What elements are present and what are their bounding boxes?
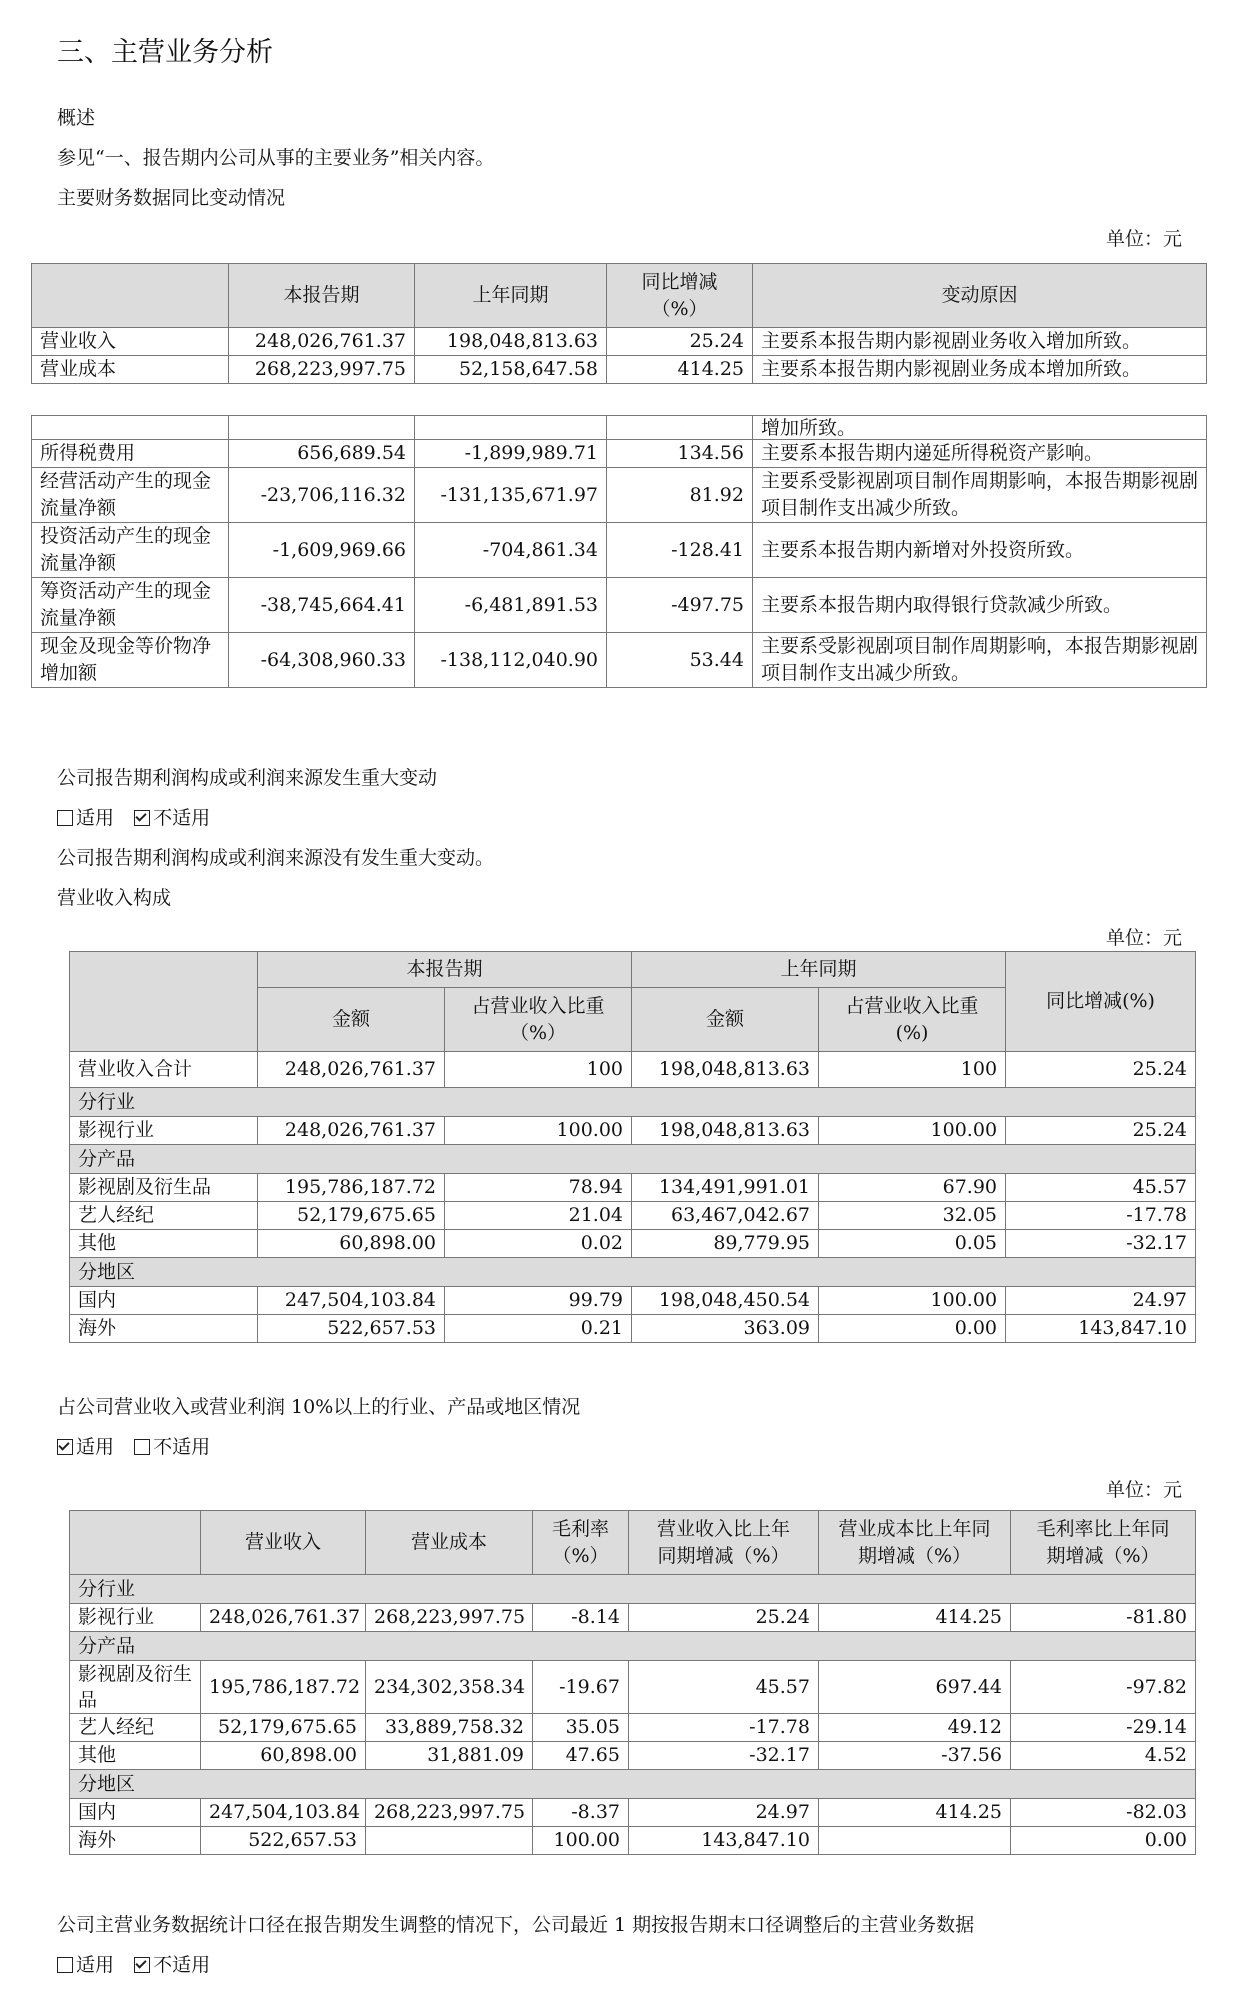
value-cell: -1,899,989.71 [415, 440, 607, 468]
rev-header-ratio: 占营业收入比重 （%） [445, 988, 632, 1052]
value-cell: 47.65 [533, 1742, 629, 1770]
fin-header: 变动原因 [753, 264, 1207, 328]
seg-header: 营业收入 [201, 1511, 366, 1575]
value-cell: 100.00 [819, 1287, 1006, 1315]
value-cell: 53.44 [607, 633, 753, 688]
value-cell: -29.14 [1011, 1714, 1196, 1742]
value-cell: 248,026,761.37 [229, 328, 415, 356]
value-cell: 100.00 [533, 1827, 629, 1855]
checkbox-icon[interactable] [134, 1957, 150, 1973]
value-cell: 52,179,675.65 [201, 1714, 366, 1742]
seg-header: 毛利率比上年同 期增减（%） [1011, 1511, 1196, 1575]
revenue-table [69, 951, 1196, 1343]
rev-row [70, 1287, 1196, 1315]
seg-header [70, 1511, 201, 1575]
value-cell: 0.02 [445, 1230, 632, 1258]
seg-row [70, 1661, 1196, 1714]
section-label: 分行业 [70, 1088, 1196, 1117]
fin-header: 上年同期 [415, 264, 607, 328]
seg-header: 营业成本 [366, 1511, 533, 1575]
value-cell: 主要系受影视剧项目制作周期影响，本报告期影视剧项目制作支出减少所致。 [753, 633, 1207, 688]
option-not-applicable: 不适用 [153, 1436, 211, 1458]
value-cell: 363.09 [632, 1315, 819, 1343]
section-row [70, 1088, 1196, 1117]
rev-header-current: 本报告期 [258, 952, 632, 988]
value-cell: 45.57 [1006, 1174, 1196, 1202]
value-cell: 60,898.00 [258, 1230, 445, 1258]
value-cell: 78.94 [445, 1174, 632, 1202]
value-cell: 主要系本报告期内影视剧业务收入增加所致。 [753, 328, 1207, 356]
row-label: 其他 [70, 1742, 201, 1770]
fin-row [32, 328, 1207, 356]
rev-header-prior: 上年同期 [632, 952, 1006, 988]
value-cell: -19.67 [533, 1661, 629, 1714]
fin-row [32, 523, 1207, 578]
unit-label: 单位：元 [1105, 228, 1182, 250]
value-cell: 522,657.53 [201, 1827, 366, 1855]
value-cell: 35.05 [533, 1714, 629, 1742]
row-label [32, 416, 229, 440]
value-cell [607, 416, 753, 440]
row-label: 影视行业 [70, 1117, 258, 1145]
section-row [70, 1258, 1196, 1287]
value-cell: 81.92 [607, 468, 753, 523]
value-cell: 25.24 [1006, 1117, 1196, 1145]
fin-caption: 主要财务数据同比变动情况 [57, 187, 286, 209]
section-label: 分地区 [70, 1258, 1196, 1287]
value-cell: 268,223,997.75 [366, 1604, 533, 1632]
value-cell: 268,223,997.75 [366, 1799, 533, 1827]
checkbox-icon[interactable] [134, 810, 150, 826]
row-label: 经营活动产生的现金流量净额 [32, 468, 229, 523]
section-label: 分地区 [70, 1770, 1196, 1799]
adjust-text: 公司主营业务数据统计口径在报告期发生调整的情况下，公司最近 1 期按报告期末口径调整后的主营业务数据 [57, 1914, 975, 1936]
value-cell: 248,026,761.37 [258, 1052, 445, 1088]
seg-header: 营业收入比上年 同期增减（%） [629, 1511, 819, 1575]
row-label: 其他 [70, 1230, 258, 1258]
value-cell: 198,048,813.63 [632, 1117, 819, 1145]
value-cell: 195,786,187.72 [258, 1174, 445, 1202]
value-cell: 主要系本报告期内取得银行贷款减少所致。 [753, 578, 1207, 633]
value-cell: 143,847.10 [1006, 1315, 1196, 1343]
options-row-1 [57, 803, 224, 830]
value-cell: 268,223,997.75 [229, 356, 415, 384]
value-cell: -6,481,891.53 [415, 578, 607, 633]
section-title: 三、主营业务分析 [57, 37, 273, 68]
value-cell: -128.41 [607, 523, 753, 578]
value-cell: 522,657.53 [258, 1315, 445, 1343]
fin-row [32, 633, 1207, 688]
row-label: 影视剧及衍生品 [70, 1661, 201, 1714]
rev-header-amount: 金额 [632, 988, 819, 1052]
value-cell: 134,491,991.01 [632, 1174, 819, 1202]
value-cell: 195,786,187.72 [201, 1661, 366, 1714]
section-row [70, 1632, 1196, 1661]
value-cell: -32.17 [1006, 1230, 1196, 1258]
option-not-applicable: 不适用 [153, 807, 211, 829]
fin-table-a [31, 263, 1207, 384]
value-cell: 247,504,103.84 [201, 1799, 366, 1827]
value-cell: 247,504,103.84 [258, 1287, 445, 1315]
seg-header: 毛利率 （%） [533, 1511, 629, 1575]
fin-table-b [31, 415, 1207, 688]
value-cell: 100 [819, 1052, 1006, 1088]
value-cell: 63,467,042.67 [632, 1202, 819, 1230]
value-cell: -704,861.34 [415, 523, 607, 578]
row-label: 营业收入 [32, 328, 229, 356]
value-cell: 414.25 [819, 1799, 1011, 1827]
options-row-2 [57, 1432, 224, 1459]
value-cell: 25.24 [607, 328, 753, 356]
section-label: 分产品 [70, 1145, 1196, 1174]
seg-row [70, 1742, 1196, 1770]
value-cell: -497.75 [607, 578, 753, 633]
value-cell: 697.44 [819, 1661, 1011, 1714]
value-cell [366, 1827, 533, 1855]
unit-label: 单位：元 [1105, 927, 1182, 949]
value-cell: -138,112,040.90 [415, 633, 607, 688]
value-cell: 52,179,675.65 [258, 1202, 445, 1230]
value-cell: 60,898.00 [201, 1742, 366, 1770]
value-cell: -1,609,969.66 [229, 523, 415, 578]
fin-row [32, 356, 1207, 384]
profit-change-label: 公司报告期利润构成或利润来源发生重大变动 [57, 767, 438, 789]
value-cell: 25.24 [629, 1604, 819, 1632]
value-cell [819, 1827, 1011, 1855]
row-label: 国内 [70, 1287, 258, 1315]
value-cell: 0.00 [1011, 1827, 1196, 1855]
row-label: 国内 [70, 1799, 201, 1827]
rev-header-amount: 金额 [258, 988, 445, 1052]
row-label: 营业成本 [32, 356, 229, 384]
value-cell: 52,158,647.58 [415, 356, 607, 384]
value-cell: 32.05 [819, 1202, 1006, 1230]
row-label: 影视行业 [70, 1604, 201, 1632]
value-cell: 100 [445, 1052, 632, 1088]
fin-row [32, 440, 1207, 468]
value-cell: 414.25 [819, 1604, 1011, 1632]
value-cell: 主要系本报告期内影视剧业务成本增加所致。 [753, 356, 1207, 384]
row-label: 艺人经纪 [70, 1714, 201, 1742]
section-row [70, 1145, 1196, 1174]
value-cell: 增加所致。 [753, 416, 1207, 440]
value-cell: -64,308,960.33 [229, 633, 415, 688]
value-cell: -97.82 [1011, 1661, 1196, 1714]
seg-row [70, 1799, 1196, 1827]
value-cell: 24.97 [629, 1799, 819, 1827]
seg-row [70, 1827, 1196, 1855]
value-cell: -17.78 [629, 1714, 819, 1742]
value-cell: 198,048,813.63 [415, 328, 607, 356]
value-cell: 33,889,758.32 [366, 1714, 533, 1742]
row-label: 投资活动产生的现金流量净额 [32, 523, 229, 578]
value-cell: 主要系本报告期内递延所得税资产影响。 [753, 440, 1207, 468]
value-cell: 89,779.95 [632, 1230, 819, 1258]
value-cell: -131,135,671.97 [415, 468, 607, 523]
rev-row [70, 1230, 1196, 1258]
value-cell: -37.56 [819, 1742, 1011, 1770]
segment-table [69, 1510, 1196, 1855]
row-label: 艺人经纪 [70, 1202, 258, 1230]
rev-row [70, 1202, 1196, 1230]
row-label: 海外 [70, 1827, 201, 1855]
value-cell: 49.12 [819, 1714, 1011, 1742]
fin-row [32, 416, 1207, 440]
value-cell: 24.97 [1006, 1287, 1196, 1315]
value-cell: 4.52 [1011, 1742, 1196, 1770]
fin-row [32, 578, 1207, 633]
revenue-caption: 营业收入构成 [57, 887, 172, 909]
value-cell: -32.17 [629, 1742, 819, 1770]
value-cell: 0.05 [819, 1230, 1006, 1258]
value-cell: 100.00 [445, 1117, 632, 1145]
value-cell: 21.04 [445, 1202, 632, 1230]
value-cell: -8.37 [533, 1799, 629, 1827]
segment-caption: 占公司营业收入或营业利润 10%以上的行业、产品或地区情况 [57, 1396, 581, 1418]
fin-header [32, 264, 229, 328]
value-cell: 656,689.54 [229, 440, 415, 468]
seg-row [70, 1604, 1196, 1632]
value-cell: -17.78 [1006, 1202, 1196, 1230]
value-cell: 67.90 [819, 1174, 1006, 1202]
overview-text: 参见“一、报告期内公司从事的主要业务”相关内容。 [57, 147, 495, 169]
fin-header: 同比增减 （%） [607, 264, 753, 328]
option-applicable: 适用 [76, 1436, 115, 1458]
value-cell: 198,048,813.63 [632, 1052, 819, 1088]
section-row [70, 1770, 1196, 1799]
profit-change-text: 公司报告期利润构成或利润来源没有发生重大变动。 [57, 847, 495, 869]
fin-row [32, 468, 1207, 523]
value-cell: 134.56 [607, 440, 753, 468]
section-row [70, 1575, 1196, 1604]
checkbox-icon[interactable] [57, 1439, 73, 1455]
value-cell: 99.79 [445, 1287, 632, 1315]
row-label: 影视剧及衍生品 [70, 1174, 258, 1202]
value-cell: -38,745,664.41 [229, 578, 415, 633]
rev-row [70, 1174, 1196, 1202]
checkbox-icon[interactable] [134, 1439, 150, 1455]
unit-label: 单位：元 [1105, 1479, 1182, 1501]
row-label: 筹资活动产生的现金流量净额 [32, 578, 229, 633]
value-cell: 234,302,358.34 [366, 1661, 533, 1714]
rev-row [70, 1117, 1196, 1145]
option-not-applicable: 不适用 [153, 1954, 211, 1976]
value-cell: -8.14 [533, 1604, 629, 1632]
rev-header-ratio: 占营业收入比重 (%) [819, 988, 1006, 1052]
rev-row [70, 1315, 1196, 1343]
row-label: 营业收入合计 [70, 1052, 258, 1088]
value-cell: 248,026,761.37 [258, 1117, 445, 1145]
value-cell: -82.03 [1011, 1799, 1196, 1827]
value-cell: 主要系本报告期内新增对外投资所致。 [753, 523, 1207, 578]
option-applicable: 适用 [76, 1954, 115, 1976]
value-cell: 248,026,761.37 [201, 1604, 366, 1632]
value-cell: 100.00 [819, 1117, 1006, 1145]
value-cell: 45.57 [629, 1661, 819, 1714]
value-cell: 143,847.10 [629, 1827, 819, 1855]
fin-header: 本报告期 [229, 264, 415, 328]
section-label: 分行业 [70, 1575, 1196, 1604]
value-cell: 31,881.09 [366, 1742, 533, 1770]
overview-label: 概述 [57, 107, 96, 129]
seg-row [70, 1714, 1196, 1742]
value-cell: 主要系受影视剧项目制作周期影响，本报告期影视剧项目制作支出减少所致。 [753, 468, 1207, 523]
value-cell: 0.00 [819, 1315, 1006, 1343]
value-cell: -81.80 [1011, 1604, 1196, 1632]
section-label: 分产品 [70, 1632, 1196, 1661]
checkbox-icon[interactable] [57, 810, 73, 826]
value-cell: 414.25 [607, 356, 753, 384]
value-cell: 25.24 [1006, 1052, 1196, 1088]
seg-header: 营业成本比上年同 期增减（%） [819, 1511, 1011, 1575]
row-label: 所得税费用 [32, 440, 229, 468]
row-label: 海外 [70, 1315, 258, 1343]
options-row-3 [57, 1950, 224, 1977]
checkbox-icon[interactable] [57, 1957, 73, 1973]
rev-header-yoy: 同比增减(%) [1006, 952, 1196, 1052]
rev-row [70, 1052, 1196, 1088]
value-cell: 198,048,450.54 [632, 1287, 819, 1315]
value-cell: -23,706,116.32 [229, 468, 415, 523]
row-label: 现金及现金等价物净增加额 [32, 633, 229, 688]
value-cell [229, 416, 415, 440]
option-applicable: 适用 [76, 807, 115, 829]
value-cell: 0.21 [445, 1315, 632, 1343]
value-cell [415, 416, 607, 440]
